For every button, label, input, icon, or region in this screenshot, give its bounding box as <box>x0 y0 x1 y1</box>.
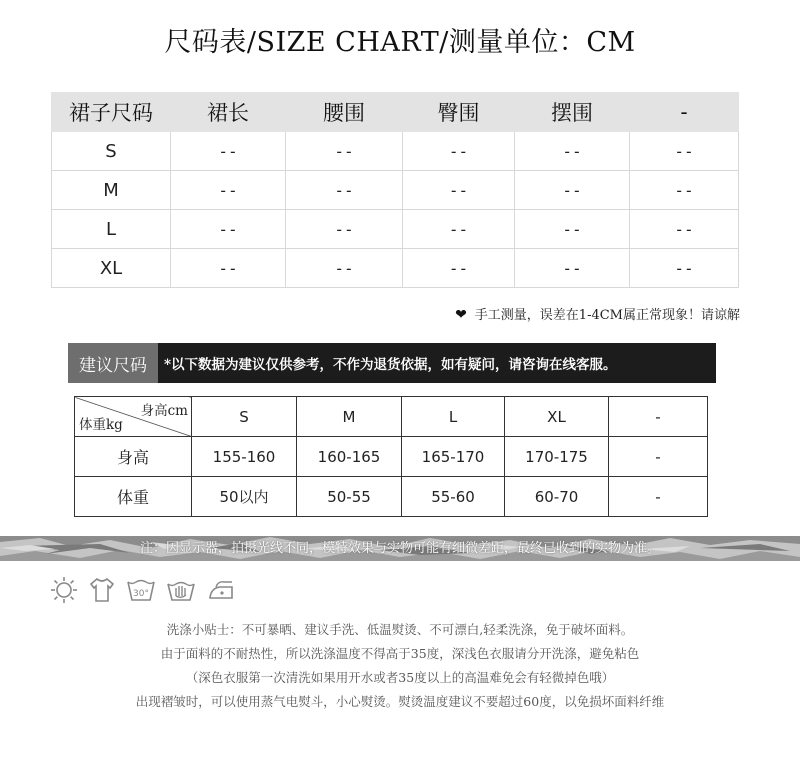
table-row <box>75 477 708 517</box>
suggestion-text: *以下数据为建议仅供参考，不作为退货依据，如有疑问，请咨询在线客服。 <box>164 357 617 373</box>
sun-icon <box>50 576 78 604</box>
size-cell: XL <box>52 249 171 288</box>
care-tip-line: （深色衣服第一次清洗如果用开水或者35度以上的高温难免会有轻微掉色哦） <box>185 670 615 685</box>
rec-header-row <box>75 397 708 437</box>
header-cell: 腰围 <box>286 93 403 132</box>
row-label: 体重 <box>75 477 192 517</box>
value-cell: 155-160 <box>192 437 297 477</box>
header-cell: S <box>192 397 297 437</box>
value-cell: -- <box>630 132 739 171</box>
recommendation-table <box>74 396 708 517</box>
value-cell: -- <box>515 249 630 288</box>
size-cell: L <box>52 210 171 249</box>
suggestion-banner <box>68 343 716 383</box>
value-cell: -- <box>403 210 515 249</box>
measurement-note <box>455 304 740 323</box>
value-cell: 160-165 <box>297 437 402 477</box>
disclaimer-band <box>0 536 800 561</box>
note-text: 手工测量，误差在1-4CM属正常现象！请谅解 <box>474 308 740 323</box>
value-cell: -- <box>630 171 739 210</box>
wash-temp-label: 30° <box>133 589 149 599</box>
table-row <box>52 132 739 171</box>
value-cell: -- <box>171 171 286 210</box>
care-tip-line: 由于面料的不耐热性，所以洗涤温度不得高于35度，深浅色衣服请分开洗涤，避免粘色 <box>160 646 640 661</box>
value-cell: -- <box>286 249 403 288</box>
header-cell: 臀围 <box>403 93 515 132</box>
header-cell: - <box>630 93 739 132</box>
size-cell: S <box>52 132 171 171</box>
value-cell: -- <box>403 132 515 171</box>
page-title: 尺码表/SIZE CHART/测量单位：CM <box>164 27 636 58</box>
value-cell: - <box>609 437 708 477</box>
value-cell: 60-70 <box>505 477 609 517</box>
value-cell: -- <box>515 210 630 249</box>
value-cell: -- <box>171 249 286 288</box>
care-icons <box>50 576 236 604</box>
iron-icon <box>206 576 236 604</box>
size-cell: M <box>52 171 171 210</box>
value-cell: -- <box>630 249 739 288</box>
value-cell: -- <box>171 132 286 171</box>
value-cell: -- <box>403 171 515 210</box>
header-cell: M <box>297 397 402 437</box>
value-cell: -- <box>286 210 403 249</box>
header-cell: 摆围 <box>515 93 630 132</box>
table-row <box>52 171 739 210</box>
value-cell: -- <box>403 249 515 288</box>
value-cell: -- <box>171 210 286 249</box>
header-cell: 裙长 <box>171 93 286 132</box>
row-label: 身高 <box>75 437 192 477</box>
value-cell: -- <box>515 132 630 171</box>
table-row <box>52 210 739 249</box>
suggestion-label: 建议尺码 <box>68 343 158 383</box>
size-table-header-row <box>52 93 739 132</box>
corner-cell <box>75 397 192 437</box>
value-cell: 50以内 <box>192 477 297 517</box>
value-cell: -- <box>286 132 403 171</box>
size-chart-table <box>51 92 739 288</box>
heart-icon: ❤ <box>455 307 467 323</box>
value-cell: 170-175 <box>505 437 609 477</box>
header-cell: L <box>402 397 505 437</box>
care-tip-line: 洗涤小贴士：不可暴晒、建议手洗、低温熨烫、不可漂白,轻柔洗涤，免于破坏面料。 <box>166 622 634 637</box>
table-row <box>75 437 708 477</box>
shirt-icon <box>88 576 116 604</box>
header-cell: - <box>609 397 708 437</box>
wash-30-icon <box>126 576 156 604</box>
corner-height-label: 身高cm <box>140 403 188 419</box>
value-cell: 165-170 <box>402 437 505 477</box>
header-cell: XL <box>505 397 609 437</box>
table-row <box>52 249 739 288</box>
value-cell: - <box>609 477 708 517</box>
hand-wash-icon <box>166 576 196 604</box>
value-cell: 50-55 <box>297 477 402 517</box>
care-tips <box>0 618 800 714</box>
corner-weight-label: 体重kg <box>79 417 123 433</box>
disclaimer-text: 注：因显示器，拍摄光线不同，模特效果与实物可能有细微差距，最终已收到的实物为准。 <box>139 541 660 556</box>
value-cell: -- <box>286 171 403 210</box>
value-cell: 55-60 <box>402 477 505 517</box>
care-tip-line: 出现褶皱时，可以使用蒸气电熨斗，小心熨烫。熨烫温度建议不要超过60度，以免损坏面料纤维 <box>135 694 665 709</box>
value-cell: -- <box>515 171 630 210</box>
header-cell: 裙子尺码 <box>52 93 171 132</box>
value-cell: -- <box>630 210 739 249</box>
